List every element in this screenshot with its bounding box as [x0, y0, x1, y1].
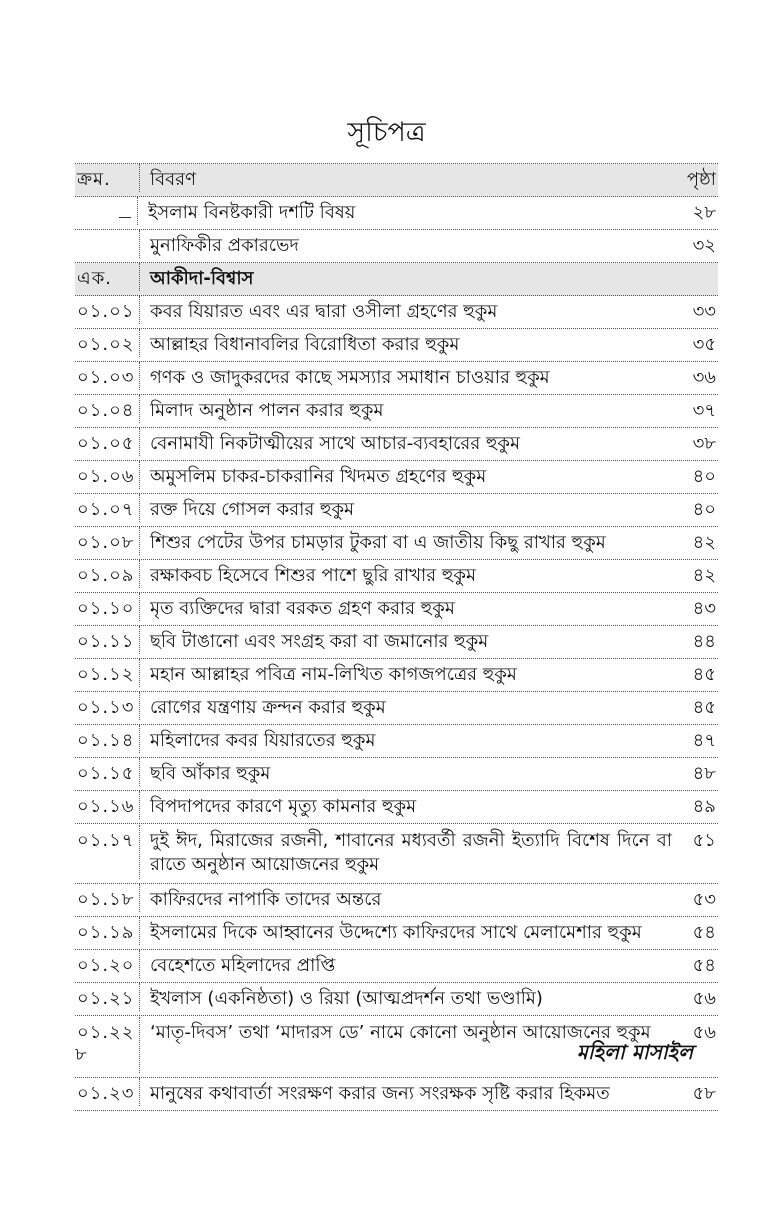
toc-entry-page: ৫৩: [692, 889, 716, 910]
toc-entry-num: ০১.০৯: [77, 565, 135, 586]
toc-entry-text: মৃত ব্যক্তিদের দ্বারা বরকত গ্রহণ করার হুকুম: [139, 593, 672, 621]
table-of-contents: [75, 163, 718, 1111]
toc-entry-text: ইসলাম বিনষ্টকারী দশটি বিষয়: [137, 197, 672, 225]
toc-entry-text: বেনামাযী নিকটাত্মীয়ের সাথে আচার-ব্যবহারের হুকুম: [139, 428, 672, 456]
header-num: ক্রম.: [77, 169, 111, 190]
page-title: সূচিপত্র: [347, 117, 426, 148]
section-num: এক.: [77, 268, 113, 289]
toc-entry-page: ৫৪: [692, 922, 716, 943]
toc-entry-row: [75, 560, 718, 593]
toc-entry-num: ০১.১০: [77, 598, 135, 619]
toc-entry-text: ‘মাতৃ-দিবস’ তথা ‘মাদারস ডে’ নামে কোনো অনুষ্ঠান আয়োজনের হুকুম: [139, 1017, 672, 1073]
toc-entry-page: ৫১: [692, 830, 716, 851]
toc-entry-row: [75, 983, 718, 1016]
toc-entry-text: বেহেশতে মহিলাদের প্রাপ্তি: [139, 950, 672, 978]
toc-entry-num: ০১.০১: [77, 301, 135, 322]
toc-intro-row: [75, 230, 718, 263]
toc-entry-row: [75, 791, 718, 824]
toc-entry-page: ৪৯: [692, 796, 716, 817]
toc-entry-row: [75, 593, 718, 626]
toc-entry-row: [75, 296, 718, 329]
toc-entry-page: ৪৫: [692, 697, 716, 718]
toc-header-row: [75, 164, 718, 197]
toc-entry-page: ৪৩: [692, 598, 716, 619]
toc-entry-page: ২৮: [692, 202, 716, 223]
toc-entry-text: ছবি আঁকার হুকুম: [139, 758, 672, 786]
toc-entry-page: ৪৫: [692, 664, 716, 685]
toc-entry-num: ০১.০৬: [77, 466, 135, 487]
toc-entry-text: মুনাফিকীর প্রকারভেদ: [139, 230, 672, 258]
toc-entry-text: ইসলামের দিকে আহ্বানের উদ্দেশ্যে কাফিরদের সাথে মেলামেশার হুকুম: [139, 917, 672, 945]
toc-entry-row: [75, 395, 718, 428]
toc-entry-num: ০১.২৩: [77, 1083, 135, 1104]
toc-entry-page: ৪০: [692, 499, 716, 520]
toc-entry-num: ০১.২২: [77, 1022, 135, 1043]
toc-entry-num: ০১.০৪: [77, 400, 135, 421]
toc-entry-num: ০১.১১: [77, 631, 135, 652]
page-number: ৮: [75, 1044, 87, 1065]
toc-entry-text: শিশুর পেটের উপর চামড়ার টুকরা বা এ জাতীয় কিছু রাখার হুকুম: [139, 527, 672, 555]
toc-entry-num: ০১.১৬: [77, 796, 135, 817]
toc-entry-num: ০১.১৮: [77, 889, 135, 910]
toc-entry-row: [75, 758, 718, 791]
toc-entry-row: [75, 362, 718, 395]
toc-entry-text: কাফিরদের নাপাকি তাদের অন্তরে: [139, 884, 672, 912]
toc-entry-text: রক্ত দিয়ে গোসল করার হুকুম: [139, 494, 672, 522]
dash-mark: [119, 217, 131, 218]
toc-entry-row: [75, 824, 718, 884]
toc-entry-num: ০১.১৩: [77, 697, 135, 718]
toc-section-row: [75, 263, 718, 296]
toc-entry-row: [75, 428, 718, 461]
toc-entry-page: ৫৬: [692, 1022, 716, 1043]
toc-entry-num: ০১.২১: [77, 988, 135, 1009]
toc-entry-page: ৩২: [692, 235, 716, 256]
toc-intro-row: [75, 197, 718, 230]
toc-entry-text: ছবি টাঙানো এবং সংগ্রহ করা বা জমানোর হুকুম: [139, 626, 672, 654]
toc-entry-num: ০১.২০: [77, 955, 135, 976]
toc-entry-row: [75, 884, 718, 917]
toc-entry-page: ৪৮: [692, 763, 716, 784]
book-title: মহিলা মাসাইল: [576, 1040, 693, 1064]
toc-entry-text: রক্ষাকবচ হিসেবে শিশুর পাশে ছুরি রাখার হুকুম: [139, 560, 672, 588]
header-text: বিবরণ: [139, 164, 672, 192]
toc-entry-text: মিলাদ অনুষ্ঠান পালন করার হুকুম: [139, 395, 672, 423]
toc-entry-text: দুই ঈদ, মিরাজের রজনী, শাবানের মধ্যবর্তী রজনী ইত্যাদি বিশেষ দিনে বা রাতে অনুষ্ঠান আয়োজনের হুকুম: [139, 825, 672, 879]
toc-entry-row: [75, 692, 718, 725]
toc-entry-num: ০১.০২: [77, 334, 135, 355]
toc-entry-text: কবর যিয়ারত এবং এর দ্বারা ওসীলা গ্রহণের হুকুম: [139, 296, 672, 324]
toc-entry-row: [75, 494, 718, 527]
toc-entry-text: বিপদাপদের কারণে মৃত্যু কামনার হুকুম: [139, 791, 672, 819]
toc-entry-num: ০১.০৭: [77, 499, 135, 520]
toc-entry-num: ০১.০৮: [77, 532, 135, 553]
toc-entry-row: [75, 626, 718, 659]
toc-entry-text: আল্লাহর বিধানাবলির বিরোধিতা করার হুকুম: [139, 329, 672, 357]
toc-entry-text: মহান আল্লাহর পবিত্র নাম-লিখিত কাগজপত্রের হুকুম: [139, 659, 672, 687]
toc-entry-text: রোগের যন্ত্রণায় ক্রন্দন করার হুকুম: [139, 692, 672, 720]
toc-entry-page: ৩৬: [692, 367, 716, 388]
toc-entry-num: ০১.১৯: [77, 922, 135, 943]
toc-entry-row: [75, 950, 718, 983]
toc-entry-page: ৪৪: [692, 631, 716, 652]
toc-entry-row: [75, 329, 718, 362]
toc-entry-page: ৪২: [692, 565, 716, 586]
toc-entry-row: [75, 1078, 718, 1111]
toc-entry-text: মানুষের কথাবার্তা সংরক্ষণ করার জন্য সংরক্ষক সৃষ্টি করার হিকমত: [139, 1078, 672, 1106]
toc-entry-page: ৩৩: [692, 301, 716, 322]
toc-entry-page: ৫৮: [692, 1083, 716, 1104]
toc-rows: [75, 296, 718, 1111]
toc-entry-row: [75, 527, 718, 560]
toc-entry-text: গণক ও জাদুকরদের কাছে সমস্যার সমাধান চাওয়ার হুকুম: [139, 362, 672, 390]
toc-entry-page: ৩৭: [692, 400, 716, 421]
toc-entry-row: [75, 917, 718, 950]
toc-entry-num: ০১.১৫: [77, 763, 135, 784]
toc-entry-page: ৫৪: [692, 955, 716, 976]
toc-entry-page: ৩৫: [692, 334, 716, 355]
toc-entry-text: ইখলাস (একনিষ্ঠতা) ও রিয়া (আত্মপ্রদর্শন তথা ভণ্ডামি): [139, 983, 672, 1011]
section-title: আকীদা-বিশ্বাস: [139, 263, 672, 291]
toc-entry-page: ৪০: [692, 466, 716, 487]
toc-entry-row: [75, 725, 718, 758]
intro-num: [75, 201, 137, 218]
toc-entry-page: ৩৮: [692, 433, 716, 454]
toc-entry-page: ৪৭: [692, 730, 716, 751]
toc-entry-row: [75, 659, 718, 692]
header-page: পৃষ্ঠা: [686, 169, 716, 190]
toc-entry-text: মহিলাদের কবর যিয়ারতের হুকুম: [139, 725, 672, 753]
toc-entry-num: ০১.১৪: [77, 730, 135, 751]
toc-entry-num: ০১.১৭: [77, 830, 135, 851]
toc-entry-page: ৫৬: [692, 988, 716, 1009]
toc-entry-num: ০১.০৫: [77, 433, 135, 454]
toc-entry-text: অমুসলিম চাকর-চাকরানির খিদমত গ্রহণের হুকুম: [139, 461, 672, 489]
toc-entry-page: ৪২: [692, 532, 716, 553]
toc-entry-num: ০১.০৩: [77, 367, 135, 388]
toc-entry-num: ০১.১২: [77, 664, 135, 685]
toc-entry-row: [75, 461, 718, 494]
